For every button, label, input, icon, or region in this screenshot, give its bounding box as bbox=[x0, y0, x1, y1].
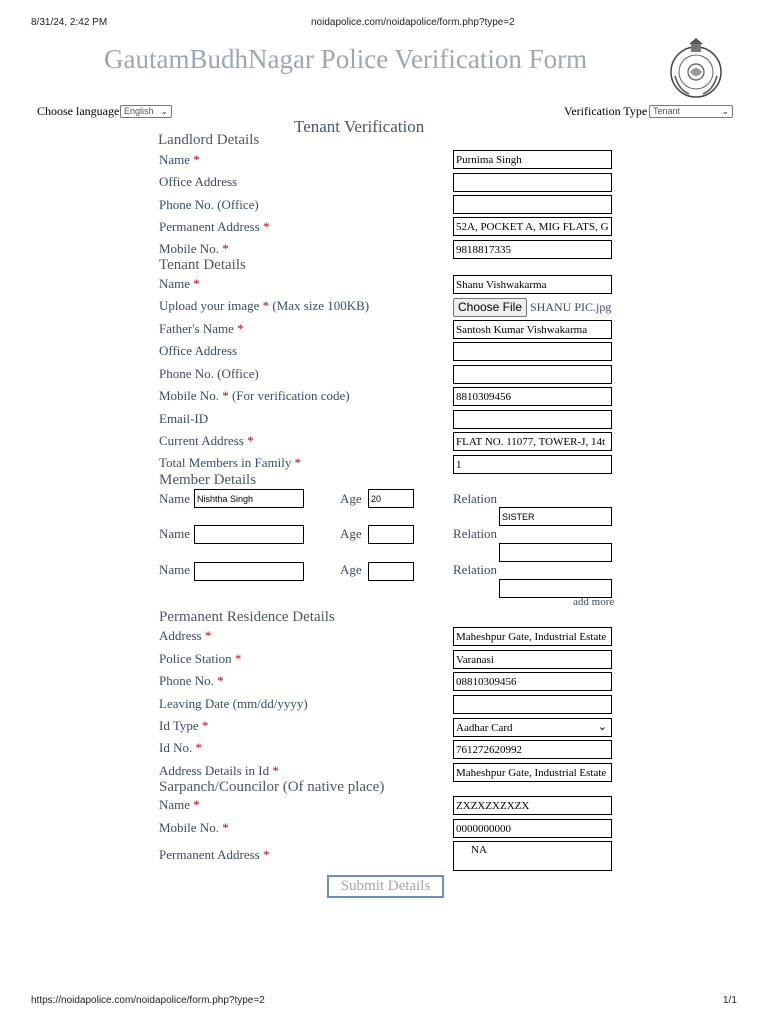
member-age-label: Age bbox=[340, 562, 362, 577]
landlord-phone-office-input[interactable] bbox=[453, 195, 612, 214]
member-name-input[interactable]: Nishtha Singh bbox=[194, 489, 304, 508]
page-title: GautamBudhNagar Police Verification Form bbox=[104, 44, 588, 74]
residence-address-label: Address * bbox=[159, 628, 212, 643]
sarpanch-address-label: Permanent Address * bbox=[159, 847, 270, 862]
landlord-mobile-label: Mobile No. * bbox=[159, 241, 229, 256]
member-relation-label: Relation bbox=[453, 562, 498, 577]
language-selected: English bbox=[124, 106, 154, 116]
member-relation-input[interactable] bbox=[499, 543, 612, 562]
sarpanch-mobile-input[interactable]: 0000000000 bbox=[453, 819, 612, 838]
member-name-label: Name bbox=[159, 562, 191, 577]
landlord-office-address-input[interactable] bbox=[453, 173, 612, 192]
tenant-phone-office-input[interactable] bbox=[453, 365, 612, 384]
landlord-name-label: Name * bbox=[159, 152, 200, 167]
tenant-office-address-input[interactable] bbox=[453, 342, 612, 361]
tenant-father-name-input[interactable]: Santosh Kumar Vishwakarma bbox=[453, 320, 612, 339]
permanent-residence-heading: Permanent Residence Details bbox=[159, 609, 335, 625]
tenant-total-members-label: Total Members in Family * bbox=[159, 455, 302, 470]
id-type-select[interactable] bbox=[453, 718, 612, 737]
id-address-label: Address Details in Id * bbox=[159, 763, 279, 778]
tenant-heading: Tenant Details bbox=[159, 257, 246, 273]
member-relation-label: Relation bbox=[453, 526, 498, 541]
member-age-input[interactable]: 20 bbox=[368, 489, 414, 508]
tenant-mobile-input[interactable]: 8810309456 bbox=[453, 387, 612, 406]
verification-type-select[interactable] bbox=[649, 105, 733, 118]
tenant-phone-office-label: Phone No. (Office) bbox=[159, 366, 259, 381]
tenant-current-address-input[interactable]: FLAT NO. 11077, TOWER-J, 14t bbox=[453, 432, 612, 451]
sarpanch-name-input[interactable]: ZXZXZXZXZX bbox=[453, 796, 612, 815]
selected-file-name: SHANU PIC.jpg bbox=[530, 300, 612, 314]
id-address-input[interactable]: Maheshpur Gate, Industrial Estate bbox=[453, 763, 612, 782]
chevron-down-icon: ⌄ bbox=[721, 106, 729, 116]
tenant-name-label: Name * bbox=[159, 276, 200, 291]
print-url: noidapolice.com/noidapolice/form.php?type=2 bbox=[311, 17, 515, 28]
member-age-label: Age bbox=[340, 491, 362, 506]
police-emblem-icon bbox=[667, 36, 725, 100]
print-datetime: 8/31/24, 2:42 PM bbox=[31, 17, 108, 28]
member-name-label: Name bbox=[159, 526, 191, 541]
submit-button[interactable]: Submit Details bbox=[327, 875, 444, 898]
landlord-permanent-address-label: Permanent Address * bbox=[159, 219, 270, 234]
print-page-number: 1/1 bbox=[723, 995, 737, 1006]
landlord-office-address-label: Office Address bbox=[159, 174, 238, 189]
tenant-office-address-label: Office Address bbox=[159, 343, 238, 358]
member-age-input[interactable] bbox=[368, 525, 414, 544]
verification-type-label: Verification Type bbox=[564, 104, 648, 118]
tenant-current-address-label: Current Address * bbox=[159, 433, 254, 448]
chevron-down-icon: ⌄ bbox=[160, 106, 168, 116]
residence-phone-label: Phone No. * bbox=[159, 673, 224, 688]
sarpanch-name-label: Name * bbox=[159, 797, 200, 812]
sarpanch-heading: Sarpanch/Councilor (Of native place) bbox=[159, 779, 385, 795]
landlord-permanent-address-input[interactable]: 52A, POCKET A, MIG FLATS, G bbox=[453, 217, 612, 236]
tenant-mobile-label: Mobile No. * (For verification code) bbox=[159, 388, 350, 403]
language-label: Choose language bbox=[37, 104, 120, 118]
language-select[interactable] bbox=[120, 105, 172, 118]
member-relation-label: Relation bbox=[453, 491, 498, 506]
sarpanch-address-textarea[interactable]: NA bbox=[453, 841, 612, 871]
landlord-heading: Landlord Details bbox=[158, 132, 260, 148]
id-type-selected: Aadhar Card bbox=[456, 722, 513, 734]
id-no-label: Id No. * bbox=[159, 740, 202, 755]
leaving-date-input[interactable] bbox=[453, 695, 612, 714]
member-name-input[interactable] bbox=[194, 562, 304, 581]
verification-type-selected: Tenant bbox=[653, 106, 681, 116]
member-age-input[interactable] bbox=[368, 562, 414, 581]
member-name-label: Name bbox=[159, 491, 191, 506]
choose-file-button[interactable]: Choose File bbox=[453, 298, 527, 317]
member-age-label: Age bbox=[340, 526, 362, 541]
police-station-input[interactable]: Varanasi bbox=[453, 650, 612, 669]
tenant-name-input[interactable]: Shanu Vishwakarma bbox=[453, 275, 612, 294]
add-more-link[interactable]: add more bbox=[573, 596, 615, 608]
leaving-date-label: Leaving Date (mm/dd/yyyy) bbox=[159, 696, 308, 711]
landlord-name-input[interactable]: Purnima Singh bbox=[453, 150, 612, 169]
id-no-input[interactable]: 761272620992 bbox=[453, 740, 612, 759]
tenant-total-members-input[interactable]: 1 bbox=[453, 455, 612, 474]
tenant-email-label: Email-ID bbox=[159, 411, 209, 426]
form-title: Tenant Verification bbox=[294, 117, 425, 136]
landlord-mobile-input[interactable]: 9818817335 bbox=[453, 240, 612, 259]
id-type-label: Id Type * bbox=[159, 718, 209, 733]
landlord-phone-office-label: Phone No. (Office) bbox=[159, 197, 259, 212]
tenant-image-label: Upload your image * (Max size 100KB) bbox=[159, 298, 370, 313]
print-footer-url: https://noidapolice.com/noidapolice/form.php?type=2 bbox=[31, 995, 265, 1006]
member-name-input[interactable] bbox=[194, 525, 304, 544]
chevron-down-icon: ⌄ bbox=[597, 721, 607, 733]
sarpanch-mobile-label: Mobile No. * bbox=[159, 820, 229, 835]
residence-address-input[interactable]: Maheshpur Gate, Industrial Estate bbox=[453, 627, 612, 646]
member-details-heading: Member Details bbox=[159, 472, 257, 488]
member-relation-input[interactable]: SISTER bbox=[499, 507, 612, 526]
police-station-label: Police Station * bbox=[159, 651, 242, 666]
tenant-email-input[interactable] bbox=[453, 410, 612, 429]
residence-phone-input[interactable]: 08810309456 bbox=[453, 672, 612, 691]
tenant-father-name-label: Father's Name * bbox=[159, 321, 244, 336]
